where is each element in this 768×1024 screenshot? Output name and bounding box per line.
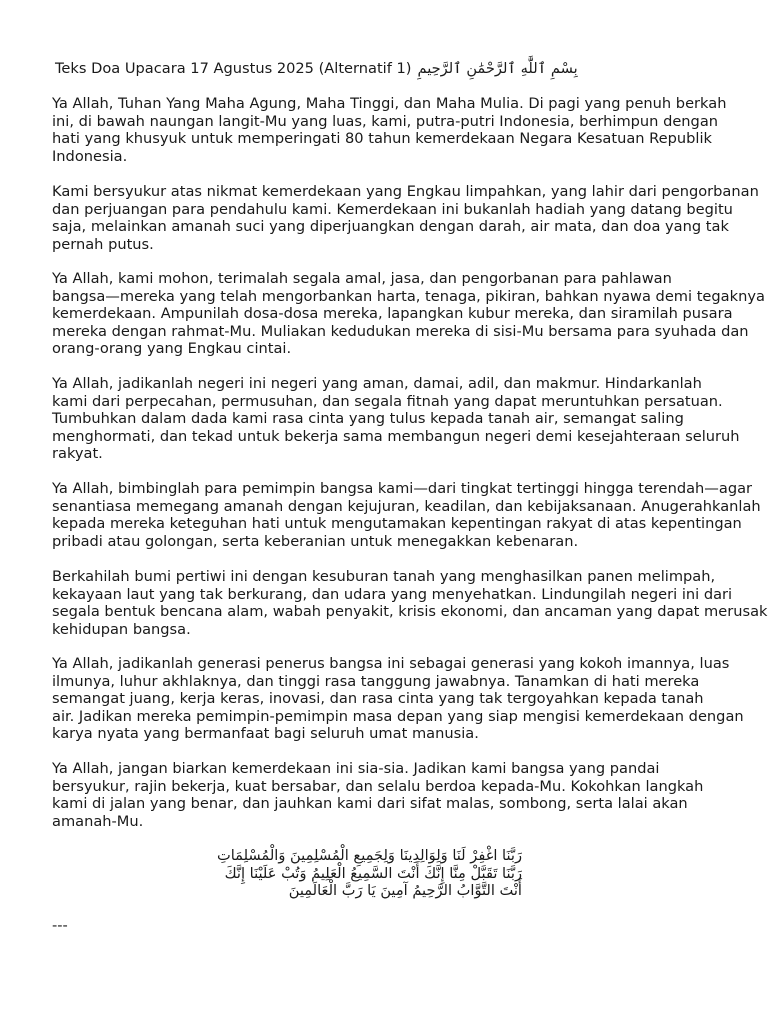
paragraph-line: Berkahilah bumi pertiwi ini dengan kesuburan tanah yang menghasilkan panen melimpah,: [52, 568, 716, 585]
paragraph-line: Kami bersyukur atas nikmat kemerdekaan yang Engkau limpahkan, yang lahir dari pengorbanan: [52, 183, 759, 200]
paragraph-line: ini, di bawah naungan langit-Mu yang luas, kami, putra-putri Indonesia, berhimpun dengan: [52, 112, 719, 130]
paragraph-line: Ya Allah, jadikanlah negeri ini negeri yang aman, damai, adil, dan makmur. Hindarkanlah: [52, 375, 702, 392]
arabic-closing-prayer: [52, 847, 522, 900]
paragraph-line: Ya Allah, jadikanlah generasi penerus bangsa ini sebagai generasi yang kokoh imannya, luas: [52, 655, 730, 672]
paragraph-line: hati yang khusyuk untuk memperingati 80 tahun kemerdekaan Negara Kesatuan Republik: [52, 130, 712, 147]
paragraph-line: saja, melainkan amanah suci yang diperjuangkan dengan darah, air mata, dan doa yang tak: [52, 218, 729, 235]
arabic-line: رَبَّنَا تَقَبَّلْ مِنَّا إِنَّكَ أَنْتَ السَّمِيعُ الْعَلِيمُ وَتُبْ عَلَيْنَا إِنَّكَ: [224, 864, 522, 882]
paragraph-line: Indonesia.: [52, 147, 128, 165]
paragraph-line: kepada mereka keteguhan hati untuk mengutamakan kepentingan rakyat di atas kepentingan: [52, 515, 742, 532]
paragraph-4: [52, 375, 768, 463]
paragraph-3: [52, 270, 768, 358]
paragraph-line: menghormati, dan tekad untuk bekerja sama membangun negeri demi kesejahteraan seluruh: [52, 427, 740, 445]
paragraph-7: [52, 655, 768, 743]
paragraph-line: kemerdekaan. Ampunilah dosa-dosa mereka, lapangkan kubur mereka, dan siramilah pusara: [52, 305, 733, 322]
paragraph-2: [52, 183, 768, 253]
document-title-line: [55, 60, 578, 78]
paragraph-line: kekayaan laut yang tak berkurang, dan udara yang menyehatkan. Lindungilah negeri ini dari: [52, 585, 733, 603]
paragraph-line: Ya Allah, jangan biarkan kemerdekaan ini sia-sia. Jadikan kami bangsa yang pandai: [52, 760, 660, 777]
paragraph-line: kehidupan bangsa.: [52, 620, 191, 638]
arabic-line: أَنْتَ التَّوَّابُ الرَّحِيمُ آمِينَ يَا رَبَّ الْعَالَمِينَ: [288, 882, 522, 899]
paragraph-line: air. Jadikan mereka pemimpin-pemimpin masa depan yang siap mengisi kemerdekaan dengan: [52, 707, 744, 725]
paragraph-1: [52, 95, 768, 165]
paragraph-line: Ya Allah, Tuhan Yang Maha Agung, Maha Tinggi, dan Maha Mulia. Di pagi yang penuh berkah: [52, 95, 727, 112]
paragraph-line: Ya Allah, bimbinglah para pemimpin bangsa kami—dari tingkat tertinggi hingga terendah—agar: [52, 480, 753, 497]
paragraph-line: karya nyata yang bermanfaat bagi seluruh umat manusia.: [52, 725, 479, 742]
paragraph-line: Tumbuhkan dalam dada kami rasa cinta yang tulus kepada tanah air, semangat saling: [52, 410, 684, 427]
paragraph-line: kami di jalan yang benar, dan jauhkan kami dari sifat malas, sombong, serta lalai akan: [52, 795, 688, 812]
document-title: Teks Doa Upacara 17 Agustus 2025 (Alternatif 1): [55, 60, 412, 77]
paragraph-line: semangat juang, kerja keras, inovasi, dan rasa cinta yang tak tergoyahkan kepada tanah: [52, 690, 704, 707]
paragraph-6: [52, 568, 768, 638]
separator: ---: [52, 917, 68, 934]
paragraph-line: segala bentuk bencana alam, wabah penyakit, krisis ekonomi, dan ancaman yang dapat merusak: [52, 603, 768, 620]
paragraph-8: [52, 760, 768, 830]
paragraph-line: pernah putus.: [52, 235, 154, 253]
paragraph-line: amanah-Mu.: [52, 812, 144, 830]
paragraph-line: pribadi atau golongan, serta keberanian untuk menegakkan kebenaran.: [52, 532, 579, 550]
paragraph-line: rakyat.: [52, 445, 103, 462]
paragraph-line: Ya Allah, kami mohon, terimalah segala amal, jasa, dan pengorbanan para pahlawan: [52, 270, 672, 287]
paragraph-line: bersyukur, rajin bekerja, kuat bersabar, dan selalu berdoa kepada-Mu. Kokohkan langkah: [52, 777, 704, 795]
paragraph-line: mereka dengan rahmat-Mu. Muliakan kedudukan mereka di sisi-Mu bersama para syuhada dan: [52, 322, 749, 340]
paragraph-line: orang-orang yang Engkau cintai.: [52, 340, 292, 357]
paragraph-line: ilmunya, luhur akhlaknya, dan tinggi rasa tanggung jawabnya. Tanamkan di hati mereka: [52, 672, 700, 690]
paragraph-5: [52, 480, 768, 550]
paragraph-line: dan perjuangan para pendahulu kami. Kemerdekaan ini bukanlah hadiah yang datang begitu: [52, 200, 733, 218]
arabic-line: رَبَّنَا اغْفِرْ لَنَا وَلِوَالِدِينَا وَلِجَمِيعِ الْمُسْلِمِينَ وَالْمُسْلِمَاتِ: [216, 847, 522, 864]
paragraph-line: bangsa—mereka yang telah mengorbankan harta, tenaga, pikiran, bahkan nyawa demi tegaknya: [52, 287, 765, 305]
paragraph-line: kami dari perpecahan, permusuhan, dan segala fitnah yang dapat meruntuhkan persatuan.: [52, 392, 723, 410]
basmalah: بِسْمِ ٱللَّٰهِ ٱلرَّحْمَٰنِ ٱلرَّحِيمِ: [417, 60, 578, 77]
paragraph-line: senantiasa memegang amanah dengan kejujuran, keadilan, dan kebijaksanaan. Anugerahkanlah: [52, 497, 761, 515]
